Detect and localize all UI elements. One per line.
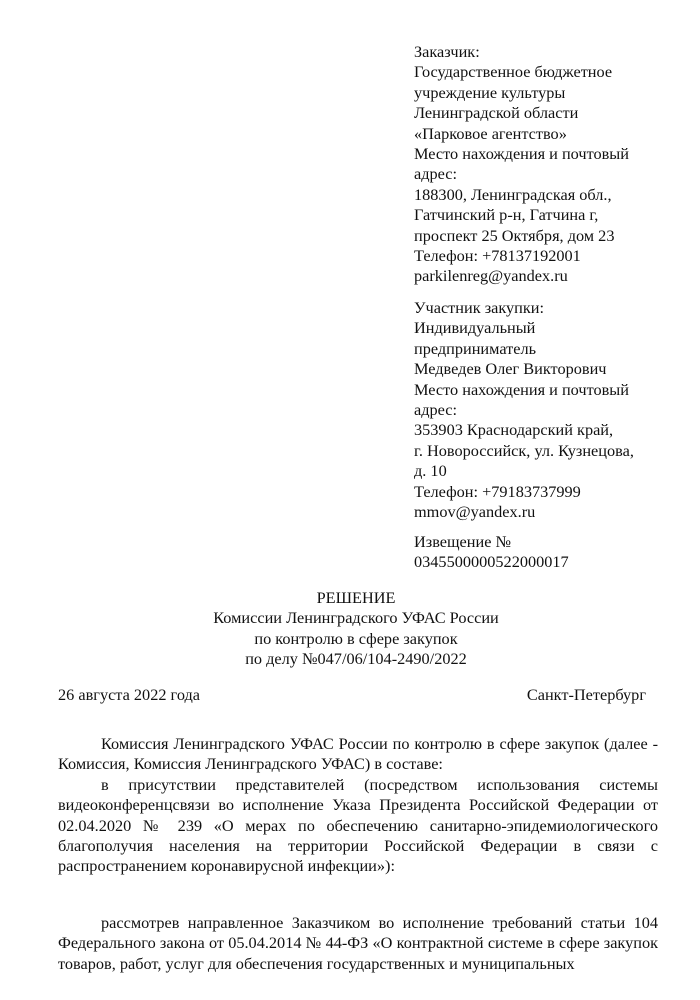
- customer-address-block: [414, 42, 684, 287]
- customer-line: 188300, Ленинградская обл.,: [414, 184, 612, 204]
- body-paragraph: рассмотрев направленное Заказчиком во исполнение требований статьи 104 Федерального закона от 05.04.2014 № 44-ФЗ «О контрактной системе в сфере закупок товаров, работ, услуг для обеспечения государственных и муниципальных: [58, 913, 658, 973]
- participant-line: Участник закупки:: [414, 298, 545, 317]
- customer-line: «Парковое агентство»: [414, 123, 567, 143]
- customer-line: проспект 25 Октября, дом 23: [414, 225, 615, 245]
- body-text-block: [58, 913, 658, 974]
- customer-phone: Телефон: +78137192001: [414, 246, 581, 266]
- customer-line: адрес:: [414, 164, 458, 184]
- decision-title: [0, 588, 700, 670]
- decision-heading: РЕШЕНИЕ: [316, 588, 396, 607]
- participant-line: д. 10: [414, 461, 447, 481]
- customer-line: Место нахождения и почтовый: [414, 144, 629, 164]
- notice-label: Извещение №: [414, 532, 512, 551]
- participant-phone: Телефон: +79183737999: [414, 481, 581, 501]
- participant-line: адрес:: [414, 400, 458, 420]
- notice-block: [414, 532, 684, 573]
- participant-line: Место нахождения и почтовый: [414, 379, 629, 399]
- participant-line: предприниматель: [414, 338, 537, 358]
- participant-line: Индивидуальный: [414, 318, 536, 338]
- document-date: 26 августа 2022 года: [58, 685, 201, 704]
- customer-line: Государственное бюджетное: [414, 62, 613, 82]
- participant-address-block: [414, 298, 684, 522]
- body-paragraph: в присутствии представителей (посредством использования системы видеоконференцсвязи во исполнение Указа Президента Российской Федерации от 02.04.2020 № 239 «О мерах по обеспечению санитарно-эпидемиологического благополучия населения на территории Российской Федерации в связи с распространением коронавирусной инфекции»):: [58, 774, 658, 876]
- customer-line: Ленинградской области: [414, 103, 579, 123]
- document-city: Санкт-Петербург: [526, 685, 646, 704]
- body-paragraph: Комиссия Ленинградского УФАС России по контролю в сфере закупок (далее - Комиссия, Комиссия Ленинградского УФАС) в составе:: [58, 734, 658, 774]
- participant-line: Медведев Олег Викторович: [414, 359, 607, 379]
- body-text-block: [58, 734, 658, 877]
- customer-line: Гатчинский р-н, Гатчина г,: [414, 205, 599, 225]
- participant-line: г. Новороссийск, ул. Кузнецова,: [414, 440, 634, 460]
- customer-email: parkilenreg@yandex.ru: [414, 266, 568, 286]
- participant-email: mmov@yandex.ru: [414, 502, 536, 522]
- customer-line: Заказчик:: [414, 42, 480, 61]
- participant-line: 353903 Краснодарский край,: [414, 420, 614, 440]
- notice-number: 0345500000522000017: [414, 552, 569, 572]
- decision-case-number: по делу №047/06/104-2490/2022: [245, 649, 467, 669]
- decision-subtitle-line: по контролю в сфере закупок: [254, 628, 458, 648]
- customer-line: учреждение культуры: [414, 82, 566, 102]
- decision-subtitle-line: Комиссии Ленинградского УФАС России: [213, 608, 499, 628]
